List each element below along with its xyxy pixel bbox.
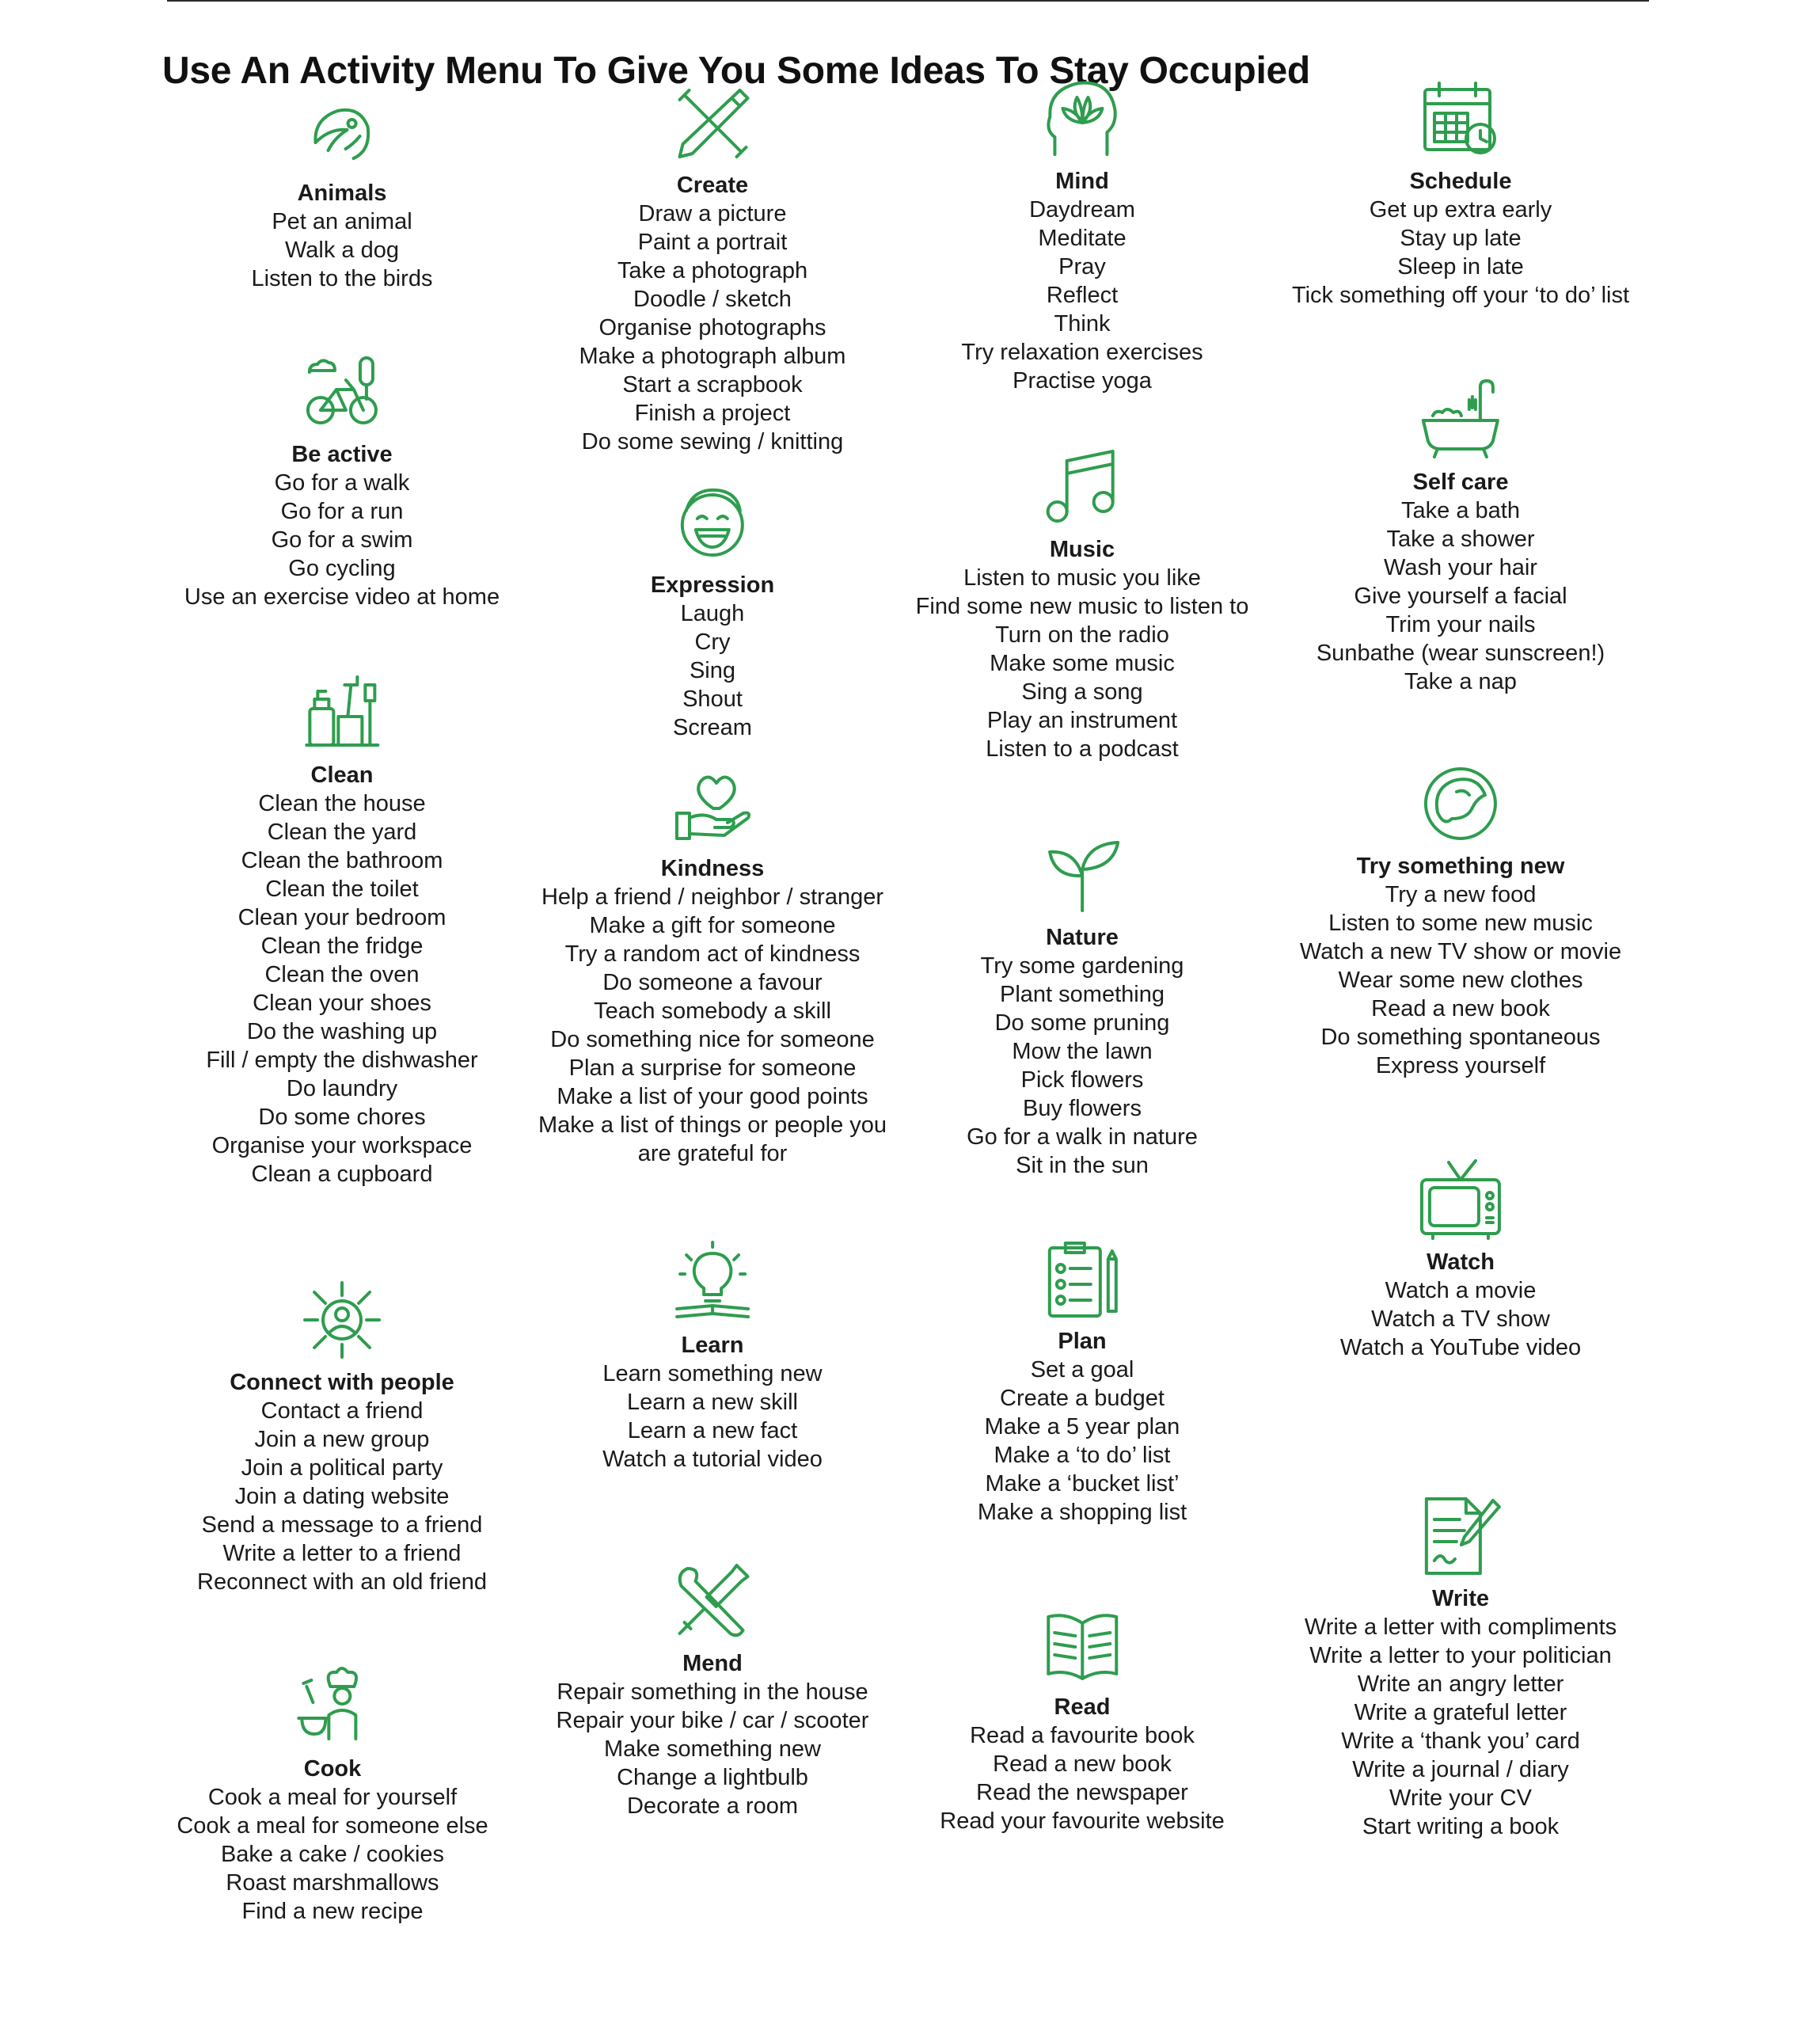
activity-list (1317, 496, 1605, 696)
activity-item: Do the washing up (246, 1019, 438, 1044)
category-title: Try something new (1356, 854, 1565, 879)
category-expression (651, 479, 774, 742)
category-title: Plan (1058, 1329, 1107, 1354)
activity-list (177, 1783, 488, 1926)
activity-item: Wear some new clothes (1338, 968, 1583, 993)
activity-item: are grateful for (637, 1141, 788, 1166)
activity-item: Do some pruning (994, 1010, 1170, 1036)
activity-item: Fill / empty the dishwasher (206, 1048, 478, 1073)
activity-item: Watch a YouTube video (1339, 1335, 1582, 1360)
activity-item: Bake a cake / cookies (220, 1842, 445, 1867)
category-music (916, 443, 1249, 763)
activity-item: Finish a project (634, 401, 791, 426)
activity-item: Turn on the radio (995, 622, 1169, 648)
activity-item: Go for a run (280, 499, 404, 524)
activity-item: Make a ‘to do’ list (994, 1443, 1171, 1468)
activity-item: Take a bath (1401, 498, 1520, 523)
activity-item: Write your CV (1389, 1786, 1532, 1811)
activity-item: Sing a song (1021, 679, 1143, 705)
activity-list (916, 564, 1249, 763)
activity-item: Help a friend / neighbor / stranger (541, 884, 884, 910)
category-title: Read (1054, 1694, 1111, 1720)
activity-item: Wash your hair (1384, 555, 1537, 580)
activity-item: Pray (1058, 254, 1106, 280)
activity-list (1300, 880, 1621, 1080)
activity-item: Do something spontaneous (1320, 1025, 1601, 1050)
activity-item: Go cycling (288, 556, 396, 581)
bathtub-icon (1417, 376, 1504, 463)
activity-list (184, 469, 500, 611)
activity-item: Read the newspaper (976, 1780, 1188, 1805)
activity-item: Take a photograph (617, 258, 808, 283)
activity-item: Make a 5 year plan (984, 1414, 1180, 1439)
activity-item: Repair something in the house (557, 1679, 868, 1705)
paper-pen-icon (1417, 1493, 1504, 1580)
wrench-screwdriver-icon (669, 1557, 756, 1645)
activity-item: Clean the toilet (265, 877, 419, 902)
category-title: Watch (1427, 1249, 1495, 1275)
activity-item: Clean the bathroom (241, 848, 443, 873)
category-cook (177, 1663, 488, 1926)
activity-item: Roast marshmallows (226, 1870, 439, 1896)
activity-item: Plant something (1000, 982, 1165, 1007)
activity-item: Write a grateful letter (1354, 1700, 1567, 1725)
activity-item: Start a scrapbook (622, 372, 803, 397)
activity-item: Read a favourite book (970, 1723, 1195, 1748)
activity-item: Learn a new fact (627, 1418, 798, 1443)
clipboard-icon (1039, 1235, 1126, 1322)
activity-item: Doodle / sketch (633, 287, 792, 312)
page-title: Use An Activity Menu To Give You Some Ideas To Stay Occupied (162, 50, 1310, 93)
activity-item: Read a new book (993, 1751, 1172, 1777)
activity-list (579, 200, 846, 456)
category-self-care (1317, 376, 1605, 696)
activity-item: Practise yoga (1013, 368, 1152, 394)
category-read (940, 1601, 1224, 1835)
activity-item: Listen to music you like (963, 565, 1201, 591)
activity-item: Reflect (1046, 283, 1119, 308)
category-create (579, 79, 846, 456)
activity-item: Learn something new (602, 1361, 823, 1386)
activity-item: Watch a new TV show or movie (1299, 939, 1622, 964)
activity-item: Trim your nails (1385, 612, 1536, 637)
category-title: Nature (1046, 925, 1119, 950)
category-schedule (1292, 75, 1629, 310)
category-learn (602, 1239, 823, 1474)
activity-item: Clean a cupboard (251, 1162, 433, 1187)
category-title: Kindness (660, 856, 765, 881)
laughing-face-icon (669, 479, 756, 566)
bicycle-icon (298, 348, 386, 435)
activity-item: Watch a tutorial video (602, 1447, 823, 1472)
activity-item: Walk a dog (284, 238, 399, 263)
activity-item: Write a letter with compliments (1304, 1614, 1617, 1640)
activity-item: Do some chores (258, 1105, 426, 1130)
category-title: Create (676, 173, 749, 198)
activity-item: Read a new book (1371, 996, 1550, 1021)
category-title: Schedule (1409, 169, 1512, 194)
activity-item: Go for a swim (271, 527, 413, 553)
activity-item: Clean the house (258, 791, 426, 816)
activity-item: Set a goal (1030, 1357, 1134, 1382)
food-plate-icon (1417, 760, 1504, 847)
activity-item: Take a nap (1404, 669, 1517, 694)
activity-item: Try some gardening (980, 953, 1184, 979)
top-divider (167, 0, 1649, 2)
activity-item: Clean the yard (267, 820, 417, 845)
activity-item: Organise photographs (598, 315, 826, 340)
activity-item: Play an instrument (986, 708, 1178, 733)
activity-item: Meditate (1038, 226, 1127, 251)
activity-item: Listen to some new music (1328, 911, 1593, 936)
activity-item: Find some new music to listen to (915, 594, 1249, 619)
activity-item: Teach somebody a skill (594, 998, 831, 1024)
activity-item: Go for a walk (274, 470, 410, 496)
activity-list (252, 207, 433, 293)
activity-item: Laugh (680, 601, 745, 626)
activity-list (538, 883, 887, 1168)
activity-list (206, 789, 477, 1188)
activity-list (1340, 1276, 1581, 1362)
sprout-icon (1039, 831, 1126, 918)
category-try-new (1300, 760, 1621, 1080)
category-watch (1340, 1156, 1581, 1362)
activity-item: Cook a meal for yourself (207, 1785, 458, 1810)
calendar-clock-icon (1417, 75, 1504, 162)
activity-item: Take a shower (1386, 527, 1535, 552)
category-title: Learn (681, 1333, 744, 1358)
activity-item: Cook a meal for someone else (177, 1813, 488, 1839)
activity-list (1305, 1613, 1617, 1841)
category-mind (961, 75, 1203, 395)
activity-item: Contact a friend (260, 1398, 424, 1424)
chef-icon (289, 1663, 376, 1750)
category-write (1305, 1493, 1617, 1841)
music-note-icon (1039, 443, 1126, 531)
activity-item: Shout (682, 686, 743, 712)
activity-item: Scream (673, 715, 752, 740)
activity-item: Paint a portrait (637, 230, 788, 255)
activity-item: Organise your workspace (211, 1133, 473, 1158)
activity-item: Join a dating website (234, 1484, 450, 1509)
category-title: Expression (650, 572, 775, 598)
category-title: Animals (297, 181, 387, 206)
category-kindness (538, 763, 887, 1168)
activity-item: Try a new food (1385, 882, 1537, 907)
activity-item: Listen to a podcast (986, 736, 1179, 762)
toucan-icon (298, 87, 386, 174)
activity-item: Watch a TV show (1371, 1306, 1550, 1332)
category-title: Cook (303, 1756, 362, 1782)
category-title: Music (1049, 537, 1115, 562)
category-title: Write (1432, 1586, 1489, 1611)
activity-item: Make something new (603, 1736, 822, 1762)
brush-pencil-icon (669, 79, 756, 166)
open-book-icon (1039, 1601, 1126, 1688)
category-mend (557, 1557, 869, 1820)
category-title: Connect with people (230, 1370, 454, 1395)
activity-item: Give yourself a facial (1354, 584, 1567, 609)
activity-item: Do someone a favour (602, 970, 823, 995)
activity-item: Pet an animal (272, 209, 412, 234)
activity-item: Make a gift for someone (589, 913, 836, 938)
category-title: Be active (291, 442, 393, 467)
category-plan (978, 1235, 1187, 1527)
activity-item: Draw a picture (638, 201, 787, 226)
activity-item: Buy flowers (1023, 1096, 1142, 1121)
activity-item: Pick flowers (1020, 1067, 1144, 1093)
activity-item: Create a budget (1000, 1386, 1165, 1411)
category-nature (967, 831, 1198, 1180)
activity-item: Send a message to a friend (201, 1512, 483, 1538)
activity-item: Start writing a book (1362, 1814, 1560, 1839)
activity-item: Cry (694, 629, 731, 655)
activity-item: Make a list of your good points (557, 1084, 868, 1109)
activity-item: Try relaxation exercises (961, 340, 1203, 365)
activity-item: Try a random act of kindness (564, 941, 861, 967)
activity-item: Write a journal / diary (1352, 1757, 1569, 1782)
tv-icon (1417, 1156, 1504, 1243)
cleaning-supplies-icon (298, 669, 386, 756)
activity-item: Make a photograph album (579, 344, 846, 369)
activity-item: Make a ‘bucket list’ (985, 1471, 1180, 1496)
activity-item: Express yourself (1375, 1053, 1546, 1078)
activity-item: Plan a surprise for someone (568, 1055, 857, 1081)
activity-item: Go for a walk in nature (967, 1124, 1198, 1150)
activity-list (651, 599, 774, 742)
heart-hand-icon (669, 763, 756, 850)
activity-item: Write a ‘thank you’ card (1341, 1728, 1580, 1754)
activity-list (961, 196, 1203, 395)
activity-list (967, 952, 1198, 1180)
activity-item: Reconnect with an old friend (197, 1569, 487, 1595)
activity-list (978, 1356, 1187, 1527)
activity-item: Mow the lawn (1012, 1039, 1153, 1064)
activity-item: Do some sewing / knitting (581, 429, 844, 454)
category-title: Self care (1412, 470, 1509, 495)
activity-item: Write a letter to a friend (222, 1541, 462, 1566)
activity-item: Do something nice for someone (550, 1027, 875, 1052)
activity-item: Clean your bedroom (237, 905, 446, 930)
activity-item: Sing (689, 658, 736, 683)
activity-item: Make a shopping list (977, 1500, 1187, 1525)
activity-item: Learn a new skill (627, 1390, 798, 1415)
activity-item: Make some music (990, 651, 1175, 676)
activity-item: Change a lightbulb (617, 1765, 808, 1790)
activity-item: Clean your shoes (253, 991, 431, 1016)
activity-item: Daydream (1029, 197, 1135, 222)
activity-item: Read your favourite website (940, 1808, 1225, 1834)
activity-item: Clean the fridge (260, 934, 424, 959)
activity-list (602, 1360, 823, 1474)
activity-item: Make a list of things or people you (538, 1112, 887, 1138)
activity-list (1292, 196, 1629, 310)
activity-item: Get up extra early (1369, 197, 1552, 222)
activity-item: Sleep in late (1397, 254, 1524, 280)
category-be-active (184, 348, 500, 611)
activity-item: Find a new recipe (241, 1899, 424, 1924)
activity-item: Join a political party (241, 1455, 443, 1481)
activity-list (197, 1397, 487, 1596)
activity-item: Think (1054, 311, 1111, 337)
activity-list (557, 1678, 869, 1820)
category-title: Mind (1055, 169, 1109, 194)
activity-item: Clean the oven (264, 962, 420, 987)
activity-item: Sit in the sun (1016, 1153, 1149, 1178)
lightbulb-book-icon (669, 1239, 756, 1326)
category-connect (197, 1276, 487, 1596)
activity-item: Join a new group (254, 1427, 430, 1452)
activity-item: Use an exercise video at home (184, 584, 500, 610)
activity-item: Sunbathe (wear sunscreen!) (1316, 641, 1605, 666)
activity-item: Repair your bike / car / scooter (556, 1708, 869, 1733)
activity-list (940, 1721, 1224, 1835)
activity-item: Tick something off your ‘to do’ list (1291, 283, 1630, 308)
activity-item: Decorate a room (626, 1793, 798, 1819)
head-lotus-icon (1039, 75, 1126, 162)
category-animals (252, 87, 433, 293)
network-person-icon (298, 1276, 386, 1363)
activity-item: Stay up late (1400, 226, 1522, 251)
activity-item: Write an angry letter (1357, 1671, 1564, 1697)
category-title: Mend (682, 1651, 743, 1676)
category-title: Clean (310, 763, 374, 788)
activity-item: Do laundry (286, 1076, 398, 1101)
activity-item: Watch a movie (1385, 1278, 1537, 1303)
activity-item: Write a letter to your politician (1309, 1643, 1612, 1668)
category-clean (206, 669, 477, 1188)
activity-item: Listen to the birds (251, 266, 433, 291)
